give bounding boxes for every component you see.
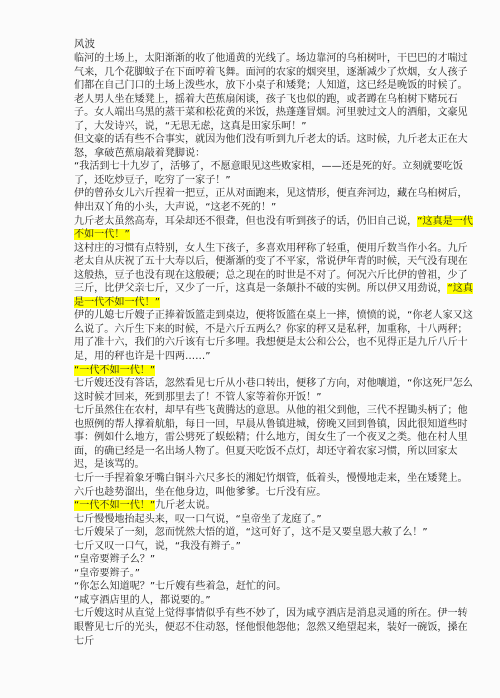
text-segment: 临河的土场上，太阳渐渐的收了他通黄的光线了。场边靠河的乌桕树叶，干巴巴的才喘过气来，几个花脚蚊子在下面哼着飞舞。面河的农家的烟突里，逐渐减少了炊烟，女人孩子们都在自己门口的土场上泼些水，放下小桌子和矮凳；人知道，这已经是晚饭的时候了。 xyxy=(74,53,468,92)
paragraph xyxy=(74,540,474,554)
document-body xyxy=(74,52,474,648)
text-segment: 九斤老太说。 xyxy=(155,500,216,512)
text-segment: 伊的儿媳七斤嫂子正捧着饭篮走到桌边，便将饭篮在桌上一摔，愤愤的说，“你老人家又这么说了。六斤生下来的时候，不是六斤五两么？你家的秤又是私秤，加重称，十八两秤；用了准十六，我们的六斤该有七斤多哩。我想便是太公和公公，也不见得正是九斤八斤十足，用的秤也许是十四两……” xyxy=(74,310,473,363)
paragraph xyxy=(74,607,474,648)
text-segment: “皇帝要辫子。” xyxy=(74,567,140,579)
highlighted-text: “一代不如一代！” xyxy=(74,364,156,376)
text-segment: 这村庄的习惯有点特别，女人生下孩子，多喜欢用秤称了轻重，便用斤数当作小名。九斤老太自从庆祝了五十大寿以后，便渐渐的变了不平家，常说伊年青的时候，天气没有现在这般热，豆子也没有现在这般硬；总之现在的时世是不对了。何况六斤比伊的曾祖，少了三斤，比伊父亲七斤，又少了一斤，这真是一条颠扑不破的实例。所以伊又用劲说， xyxy=(74,242,468,295)
paragraph xyxy=(74,472,474,499)
text-segment: 七斤嫂这时从直觉上觉得事情似乎有些不妙了，因为咸亨酒店是消息灵通的所在。伊一转眼瞥见七斤的光头，便忍不住动怒，怪他恨他怨他；忽然又绝望起来，装好一碗饭，搡在七斤 xyxy=(74,608,468,647)
paragraph xyxy=(74,160,474,187)
paragraph xyxy=(74,404,474,472)
text-segment: 但文豪的话有些不合事实，就因为他们没有听到九斤老太的话。这时候，九斤老太正在大怒，拿破芭蕉扇敲着凳脚说： xyxy=(74,134,468,159)
paragraph xyxy=(74,580,474,594)
paragraph xyxy=(74,553,474,567)
highlighted-text: “这真是一代不如一代！” xyxy=(74,283,473,308)
text-segment: 老人男人坐在矮凳上，摇着大芭蕉扇闲谈，孩子飞也似的跑，或者蹲在乌桕树下赌玩石子。女人端出乌黑的蒸干菜和松花黄的米饭，热蓬蓬冒烟。河里驶过文人的酒船，文豪见了，大发诗兴，说，“无思无虑，这真是田家乐呵！” xyxy=(74,93,468,132)
text-segment: 七斤一手捏着象牙嘴白铜斗六尺多长的湘妃竹烟管，低着头，慢慢地走来，坐在矮凳上。六斤也趁势溜出，坐在他身边，叫他爹爹。七斤没有应。 xyxy=(74,472,468,498)
paragraph xyxy=(74,513,474,527)
paragraph xyxy=(74,377,474,404)
paragraph xyxy=(74,133,474,160)
text-segment: 七斤嫂呆了一刻，忽而恍然大悟的道，“这可好了，这不是又要皇恩大赦了么！” xyxy=(74,527,428,539)
text-segment: 七斤又叹一口气，说，“我没有辫子。” xyxy=(74,540,241,552)
paragraph xyxy=(74,242,474,310)
text-segment: 七斤虽然住在农村，却早有些飞黄腾达的意思。从他的祖父到他，三代不捏锄头柄了；他也照例的帮人撑着航船，每日一回，早晨从鲁镇进城，傍晚又回到鲁镇，因此很知道些时事：例如什么地方，雷公劈死了蜈蚣精；什么地方，闺女生了一个夜叉之类。他在村人里面，的确已经是一名出场人物了。但夏天吃饭不点灯，却还守着农家习惯，所以回家太迟，是该骂的。 xyxy=(74,405,468,471)
document-title: 风波 xyxy=(74,38,95,50)
text-segment: “你怎么知道呢？”七斤嫂有些着急，赶忙的问。 xyxy=(74,581,287,593)
highlighted-text: “这真是一代不如一代！” xyxy=(74,215,473,241)
paragraph xyxy=(74,499,474,513)
text-segment: 七斤嫂还没有答话，忽然看见七斤从小巷口转出，便移了方向，对他嚷道，“你这死尸怎么这时候才回来，死到那里去了！不管人家等着你开饭！” xyxy=(74,378,473,403)
paragraph xyxy=(74,52,474,93)
text-segment: “咸亨酒店里的人，都说要的。” xyxy=(74,594,211,606)
paragraph xyxy=(74,309,474,363)
text-segment: 伊的曾孙女儿六斤捏着一把豆，正从对面跑来，见这情形，便直奔河边，藏在乌桕树后，伸出双丫角的小头，大声说，“这老不死的！” xyxy=(74,188,468,214)
text-segment: “我活到七十九岁了，活够了，不愿意眼见这些败家相，——还是死的好。立刻就要吃饭了，还吃炒豆子，吃穷了一家子！” xyxy=(74,161,463,186)
text-segment: “皇帝要辫子么？” xyxy=(74,554,156,566)
paragraph xyxy=(74,526,474,540)
paragraph xyxy=(74,594,474,608)
text-segment: 七斤慢慢地抬起头来，叹一口气说，“皇帝坐了龙庭了。” xyxy=(74,513,322,525)
paragraph xyxy=(74,215,474,242)
paragraph xyxy=(74,187,474,214)
paragraph xyxy=(74,93,474,134)
highlighted-text: “一代不如一代！” xyxy=(74,500,156,512)
paragraph xyxy=(74,567,474,581)
paragraph xyxy=(74,364,474,378)
text-segment: 九斤老太虽然高寿，耳朵却还不很聋，但也没有听到孩子的话，仍旧自己说， xyxy=(74,215,418,227)
